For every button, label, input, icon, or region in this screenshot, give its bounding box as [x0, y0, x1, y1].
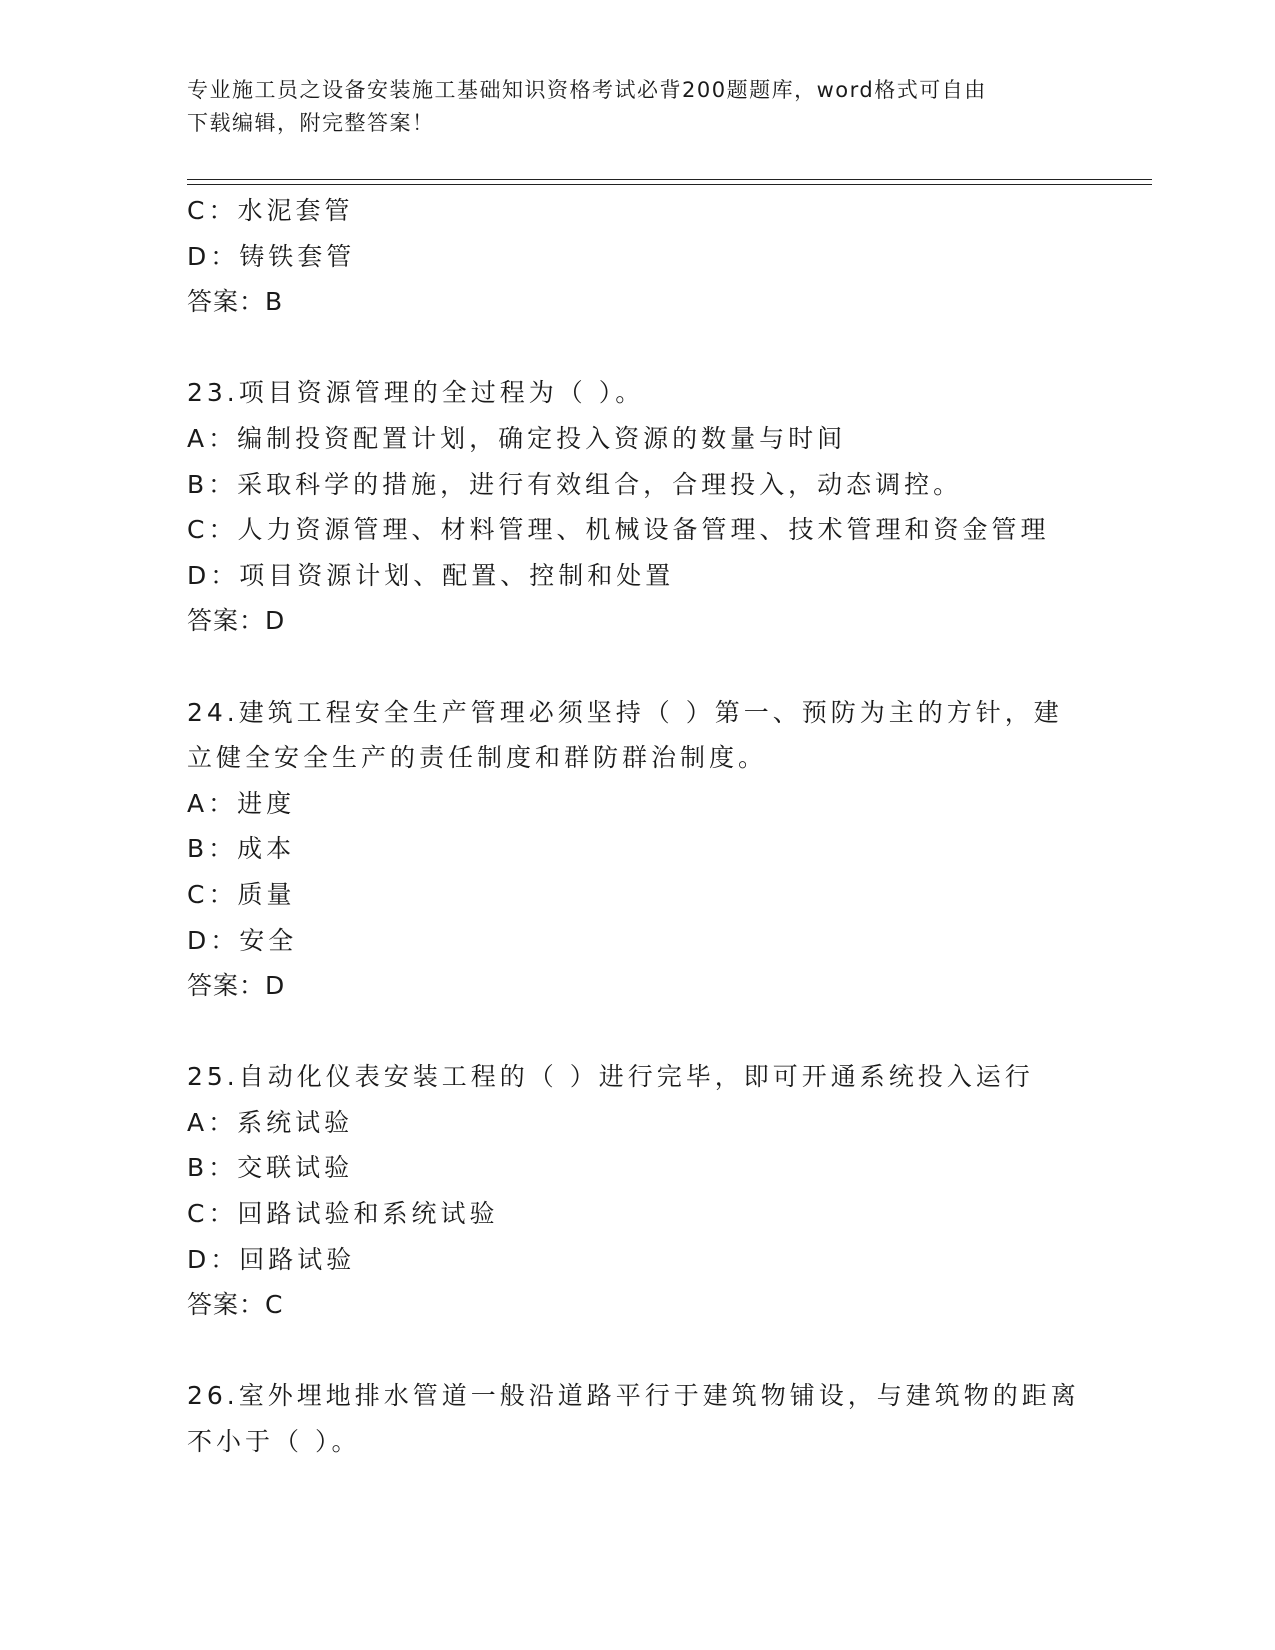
option-label: B — [187, 834, 209, 864]
answer-value: C — [265, 1290, 284, 1320]
option-separator: ： — [208, 1107, 238, 1137]
option-separator: ： — [208, 196, 238, 225]
option-separator: ： — [210, 560, 240, 590]
stem-line: 立健全安全生产的责任制度和群防群治制度。 — [187, 743, 768, 773]
answer-value: D — [265, 606, 286, 636]
option-label: C — [187, 196, 209, 225]
question-24 — [187, 690, 1087, 1009]
header-line-1: 专业施工员之设备安装施工基础知识资格考试必背200题题库，word格式可自由 — [187, 78, 987, 102]
option-b — [187, 462, 1087, 508]
option-label: C — [187, 879, 209, 909]
option-text: 人力资源管理、材料管理、机械设备管理、技术管理和资金管理 — [237, 515, 1050, 545]
option-text: 成本 — [237, 834, 296, 864]
option-separator: ： — [208, 788, 238, 818]
option-d — [187, 918, 1087, 964]
option-text: 项目资源计划、配置、控制和处置 — [239, 560, 675, 590]
option-text: 安全 — [239, 925, 298, 955]
question-stem — [187, 370, 1087, 416]
question-stem — [187, 1373, 1087, 1464]
option-text: 进度 — [237, 788, 296, 818]
answer-label: 答案： — [187, 606, 266, 636]
question-26 — [187, 1373, 1087, 1464]
answer-value: D — [265, 971, 286, 1001]
option-text: 系统试验 — [237, 1107, 354, 1137]
header-line-2: 下载编辑，附完整答案！ — [187, 111, 435, 135]
option-text: 交联试验 — [237, 1153, 354, 1183]
option-label: D — [187, 925, 211, 955]
option-label: C — [187, 515, 209, 545]
option-text: 采取科学的措施，进行有效组合，合理投入，动态调控。 — [237, 469, 963, 499]
option-label: C — [187, 1199, 209, 1229]
option-separator: ： — [208, 1153, 238, 1183]
option-b — [187, 826, 1087, 872]
option-c — [187, 1191, 1087, 1237]
stem-line: 26.室外埋地排水管道一般沿道路平行于建筑物铺设，与建筑物的距离 — [187, 1381, 1080, 1411]
option-label: B — [187, 1153, 209, 1183]
question-stem — [187, 1054, 1087, 1100]
prev-question — [187, 188, 1087, 325]
option-separator: ： — [208, 879, 238, 909]
option-c — [187, 507, 1087, 553]
option-separator: ： — [208, 1199, 238, 1229]
option-separator: ： — [208, 515, 238, 545]
option-label: D — [187, 1244, 211, 1274]
option-a — [187, 416, 1087, 462]
stem-line: 25.自动化仪表安装工程的（ ）进行完毕，即可开通系统投入运行 — [187, 1062, 1034, 1092]
document-header — [187, 74, 1067, 140]
option-a — [187, 1100, 1087, 1146]
question-stem — [187, 690, 1087, 781]
header-rule-bottom — [187, 184, 1152, 185]
option-text: 铸铁套管 — [239, 241, 356, 271]
option-c — [187, 872, 1087, 918]
spacer — [187, 644, 1087, 690]
option-text: 质量 — [237, 879, 296, 909]
option-c — [187, 188, 1087, 234]
option-label: A — [187, 788, 209, 818]
answer-line — [187, 598, 1087, 644]
question-25 — [187, 1054, 1087, 1328]
answer-line — [187, 1282, 1087, 1328]
option-d — [187, 1237, 1087, 1283]
option-separator: ： — [208, 423, 238, 453]
option-label: D — [187, 560, 211, 590]
option-separator: ： — [210, 241, 240, 271]
answer-label: 答案： — [187, 1290, 266, 1320]
answer-label: 答案： — [187, 287, 266, 317]
stem-line: 不小于（ ）。 — [187, 1427, 361, 1457]
stem-line: 23.项目资源管理的全过程为（ ）。 — [187, 378, 645, 408]
option-label: A — [187, 1107, 209, 1137]
option-d — [187, 234, 1087, 280]
option-d — [187, 553, 1087, 599]
option-a — [187, 781, 1087, 827]
option-label: D — [187, 241, 211, 271]
header-rule-top — [187, 179, 1152, 180]
option-label: B — [187, 469, 209, 499]
answer-value: B — [265, 287, 284, 317]
option-separator: ： — [210, 925, 240, 955]
option-separator: ： — [210, 1244, 240, 1274]
answer-label: 答案： — [187, 971, 266, 1001]
option-label: A — [187, 423, 209, 453]
option-text: 回路试验 — [239, 1244, 356, 1274]
stem-line: 24.建筑工程安全生产管理必须坚持（ ）第一、预防为主的方针，建 — [187, 697, 1063, 727]
document-body — [187, 188, 1087, 1465]
spacer — [187, 325, 1087, 371]
spacer — [187, 1009, 1087, 1055]
option-separator: ： — [208, 834, 238, 864]
option-text: 回路试验和系统试验 — [237, 1199, 499, 1229]
answer-line — [187, 963, 1087, 1009]
spacer — [187, 1328, 1087, 1374]
question-23 — [187, 370, 1087, 644]
answer-line — [187, 279, 1087, 325]
option-text: 编制投资配置计划，确定投入资源的数量与时间 — [237, 423, 847, 453]
option-b — [187, 1145, 1087, 1191]
option-text: 水泥套管 — [237, 196, 354, 225]
option-separator: ： — [208, 469, 238, 499]
